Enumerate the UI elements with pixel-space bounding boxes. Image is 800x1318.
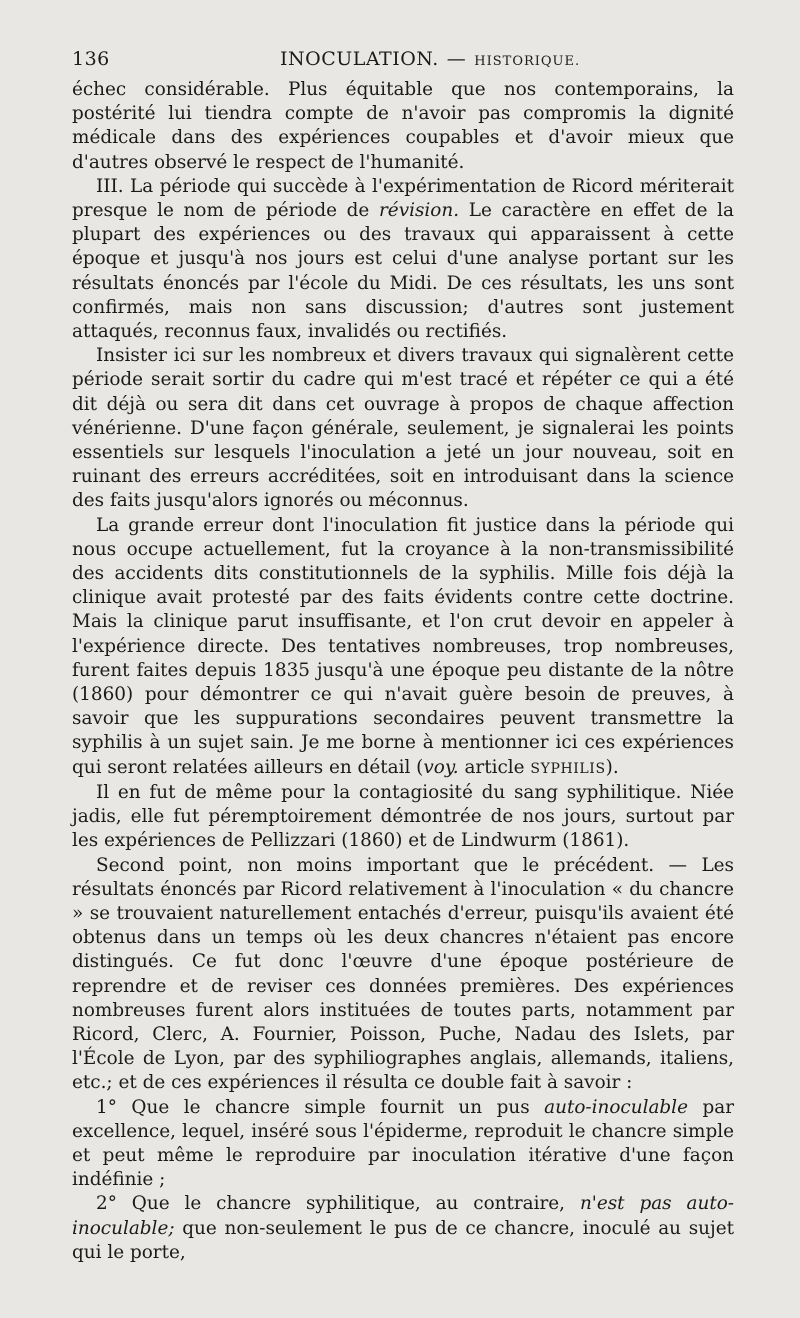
paragraph-4-smallcaps: SYPHILIS: [530, 760, 606, 777]
running-header: [72, 48, 734, 78]
page-number: 136: [72, 48, 110, 70]
paragraph-8: [72, 1192, 734, 1265]
paragraph-7-emphasis: auto-inoculable: [544, 1096, 688, 1118]
running-title-dash: —: [446, 48, 467, 70]
body-text: [72, 78, 734, 1265]
paragraph-4: [72, 514, 734, 781]
running-title-main: INOCULATION.: [280, 48, 439, 70]
paragraph-1: échec considérable. Plus équitable que nos contemporains, la postérité lui tiendra compte de n'avoir pas compromis la dignité médicale dans des expériences coupables et d'avoir mieux que d'autres observé le respect de l'humanité.: [72, 79, 734, 173]
paragraph-7-a: 1° Que le chancre simple fournit un pus: [96, 1096, 545, 1118]
paragraph-3: Insister ici sur les nombreux et divers travaux qui signalèrent cette période serait sortir du cadre qui m'est tracé et répéter ce qui a été dit déjà ou sera dit dans cet ouvrage à propos de chaque affection vénérienne. D'une façon générale, seulement, je signalerai les points essentiels sur lesquels l'inoculation a jeté un jour nouveau, soit en ruinant des erreurs accréditées, soit en introduisant dans la science des faits jusqu'alors ignorés ou méconnus.: [72, 345, 734, 512]
paragraph-7: [72, 1096, 734, 1193]
paragraph-4-c: ).: [605, 756, 619, 778]
paragraph-2-emphasis: révision.: [379, 200, 460, 222]
paragraph-4-a: La grande erreur dont l'inoculation fit justice dans la période qui nous occupe actuellement, fut la croyance à la non-transmissibilité des accidents dits constitutionnels de la syphilis. Mille fois déjà la clinique avait protesté par des faits évidents contre cette doctrine. Mais la clinique parut insuffisante, et l'on crut devoir en appeler à l'expérience directe. Des tentatives nombreuses, trop nombreuses, furent faites depuis 1835 jusqu'à une époque peu distante de la nôtre (1860) pour démontrer ce qui n'avait guère besoin de preuves, à savoir que les suppurations secondaires peuvent transmettre la syphilis à un sujet sain. Je me borne à mentionner ici ces expériences qui seront relatées ailleurs en détail (: [72, 514, 734, 778]
paragraph-2-a: III. La période qui succède à l'expérimentation de Ricord mériterait presque le nom de période de: [72, 175, 734, 222]
paragraph-8-emphasis: n'est pas auto-inoculable;: [72, 1193, 734, 1239]
paragraph-2: [72, 175, 734, 344]
paragraph-7-b: par excellence, lequel, inséré sous l'épiderme, reproduit le chancre simple et peut même le reproduire par inoculation itérative d'une façon indéfinie ;: [72, 1096, 734, 1191]
paragraph-4-b: article: [458, 756, 531, 778]
paragraph-2-b: Le caractère en effet de la plupart des expériences ou des travaux qui apparaissent à cette époque et jusqu'à nos jours est celui d'une analyse portant sur les résultats énoncés par l'école du Midi. De ces résultats, les uns sont confirmés, mais non sans discussion; d'autres sont justement attaqués, reconnus faux, invalidés ou rectifiés.: [72, 200, 734, 343]
paragraph-8-b: que non-seulement le pus de ce chancre, inoculé au sujet qui le porte,: [72, 1217, 734, 1263]
running-title: [280, 48, 580, 70]
paragraph-8-a: 2° Que le chancre syphilitique, au contraire,: [96, 1193, 580, 1215]
running-title-sub: HISTORIQUE.: [474, 54, 581, 69]
paragraph-5: Il en fut de même pour la contagiosité du sang syphilitique. Niée jadis, elle fut péremptoirement démontrée de nos jours, surtout par les expériences de Pellizzari (1860) et de Lindwurm (1861).: [72, 781, 734, 852]
paragraph-6: Second point, non moins important que le précédent. — Les résultats énoncés par Ricord relativement à l'inoculation « du chancre » se trouvaient naturellement entachés d'erreur, puisqu'ils avaient été obtenus dans un temps où les deux chancres n'étaient pas encore distingués. Ce fut donc l'œuvre d'une époque postérieure de reprendre et de reviser ces données premières. Des expériences nombreuses furent alors instituées de toutes parts, notamment par Ricord, Clerc, A. Fournier, Poisson, Puche, Nadau des Islets, par l'École de Lyon, par des syphiliographes anglais, allemands, italiens, etc.; et de ces expériences il résulta ce double fait à savoir :: [72, 854, 734, 1094]
paragraph-4-emphasis: voy.: [423, 756, 459, 778]
